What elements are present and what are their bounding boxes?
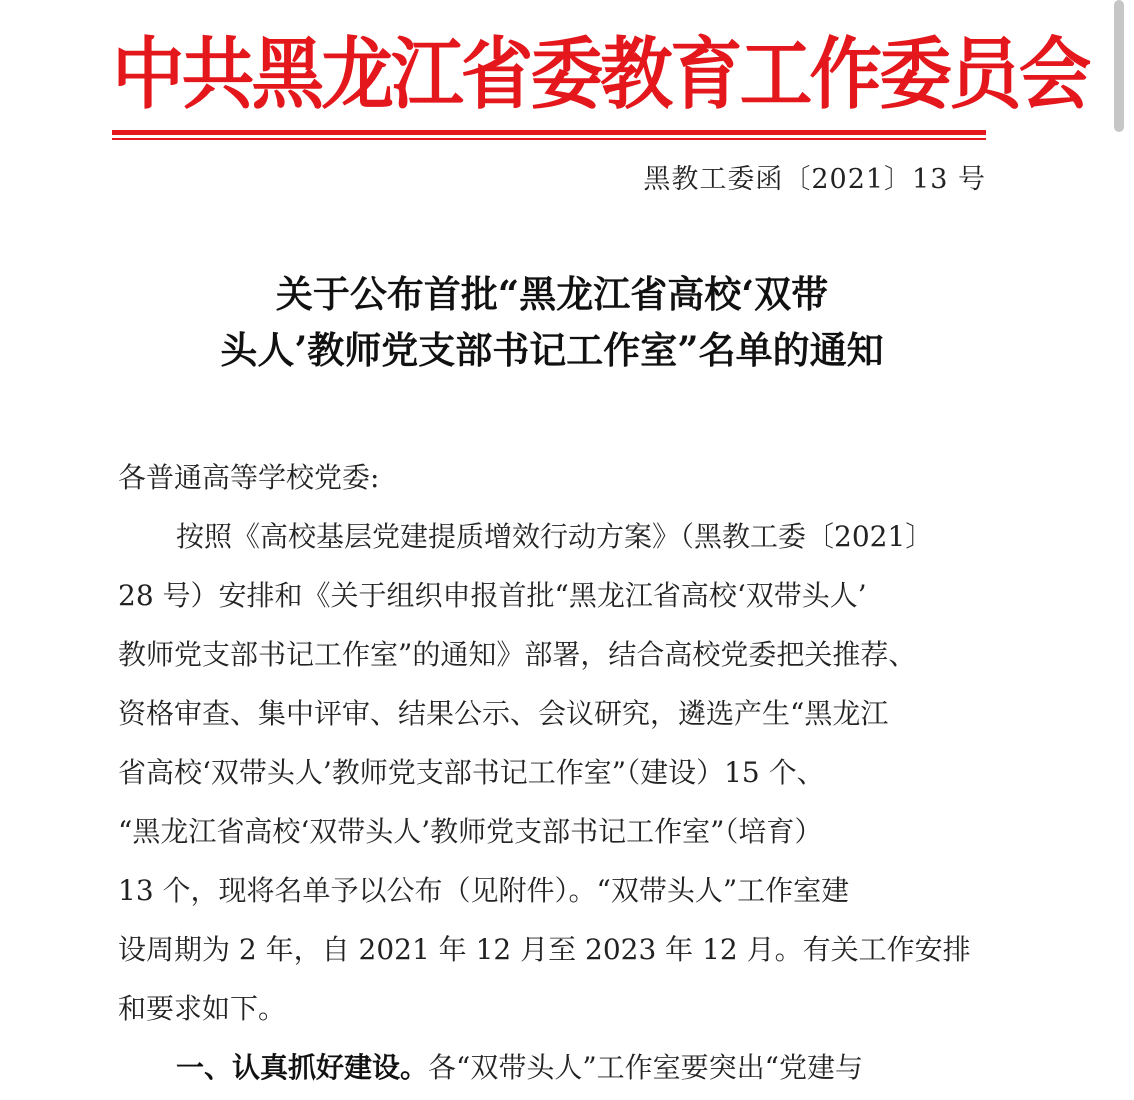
- masthead-rule-thick: [112, 130, 986, 135]
- section-1-heading: 一、认真抓好建设。: [176, 1051, 429, 1084]
- title-line-2: 头人’教师党支部书记工作室”名单的通知: [220, 328, 884, 372]
- document-number: 黑教工委函〔2021〕13 号: [643, 164, 986, 195]
- paragraph-line: 资格审查、集中评审、结果公示、会议研究，遴选产生“黑龙江: [118, 697, 889, 730]
- document-title: [112, 266, 992, 378]
- section-1-text: 各“双带头人”工作室要突出“党建与: [428, 1051, 863, 1084]
- section-1-line: [118, 1038, 990, 1097]
- document-body: [118, 448, 990, 1097]
- title-line-1: 关于公布首批“黑龙江省高校‘双带: [275, 272, 829, 316]
- paragraph-line: 省高校‘双带头人’教师党支部书记工作室”（建设）15 个、: [118, 756, 825, 789]
- masthead-rule-thin: [112, 138, 986, 140]
- paragraph-line: 设周期为 2 年，自 2021 年 12 月至 2023 年 12 月。有关工作安排: [118, 933, 971, 966]
- paragraph-line: 教师党支部书记工作室”的通知》部署，结合高校党委把关推荐、: [118, 638, 917, 671]
- paragraph-line: 按照《高校基层党建提质增效行动方案》（黑教工委〔2021〕: [176, 520, 934, 553]
- paragraph-line: 28 号）安排和《关于组织申报首批“黑龙江省高校‘双带头人’: [118, 579, 867, 612]
- scrollbar-thumb[interactable]: [1114, 0, 1124, 132]
- org-masthead: 中共黑龙江省委教育工作委员会: [112, 29, 1089, 120]
- paragraph-line: 13 个，现将名单予以公布（见附件）。“双带头人”工作室建: [118, 874, 850, 907]
- salutation: 各普通高等学校党委:: [118, 461, 380, 494]
- paragraph-line: 和要求如下。: [118, 992, 287, 1025]
- paragraph-line: “黑龙江省高校‘双带头人’教师党支部书记工作室”（培育）: [118, 815, 823, 848]
